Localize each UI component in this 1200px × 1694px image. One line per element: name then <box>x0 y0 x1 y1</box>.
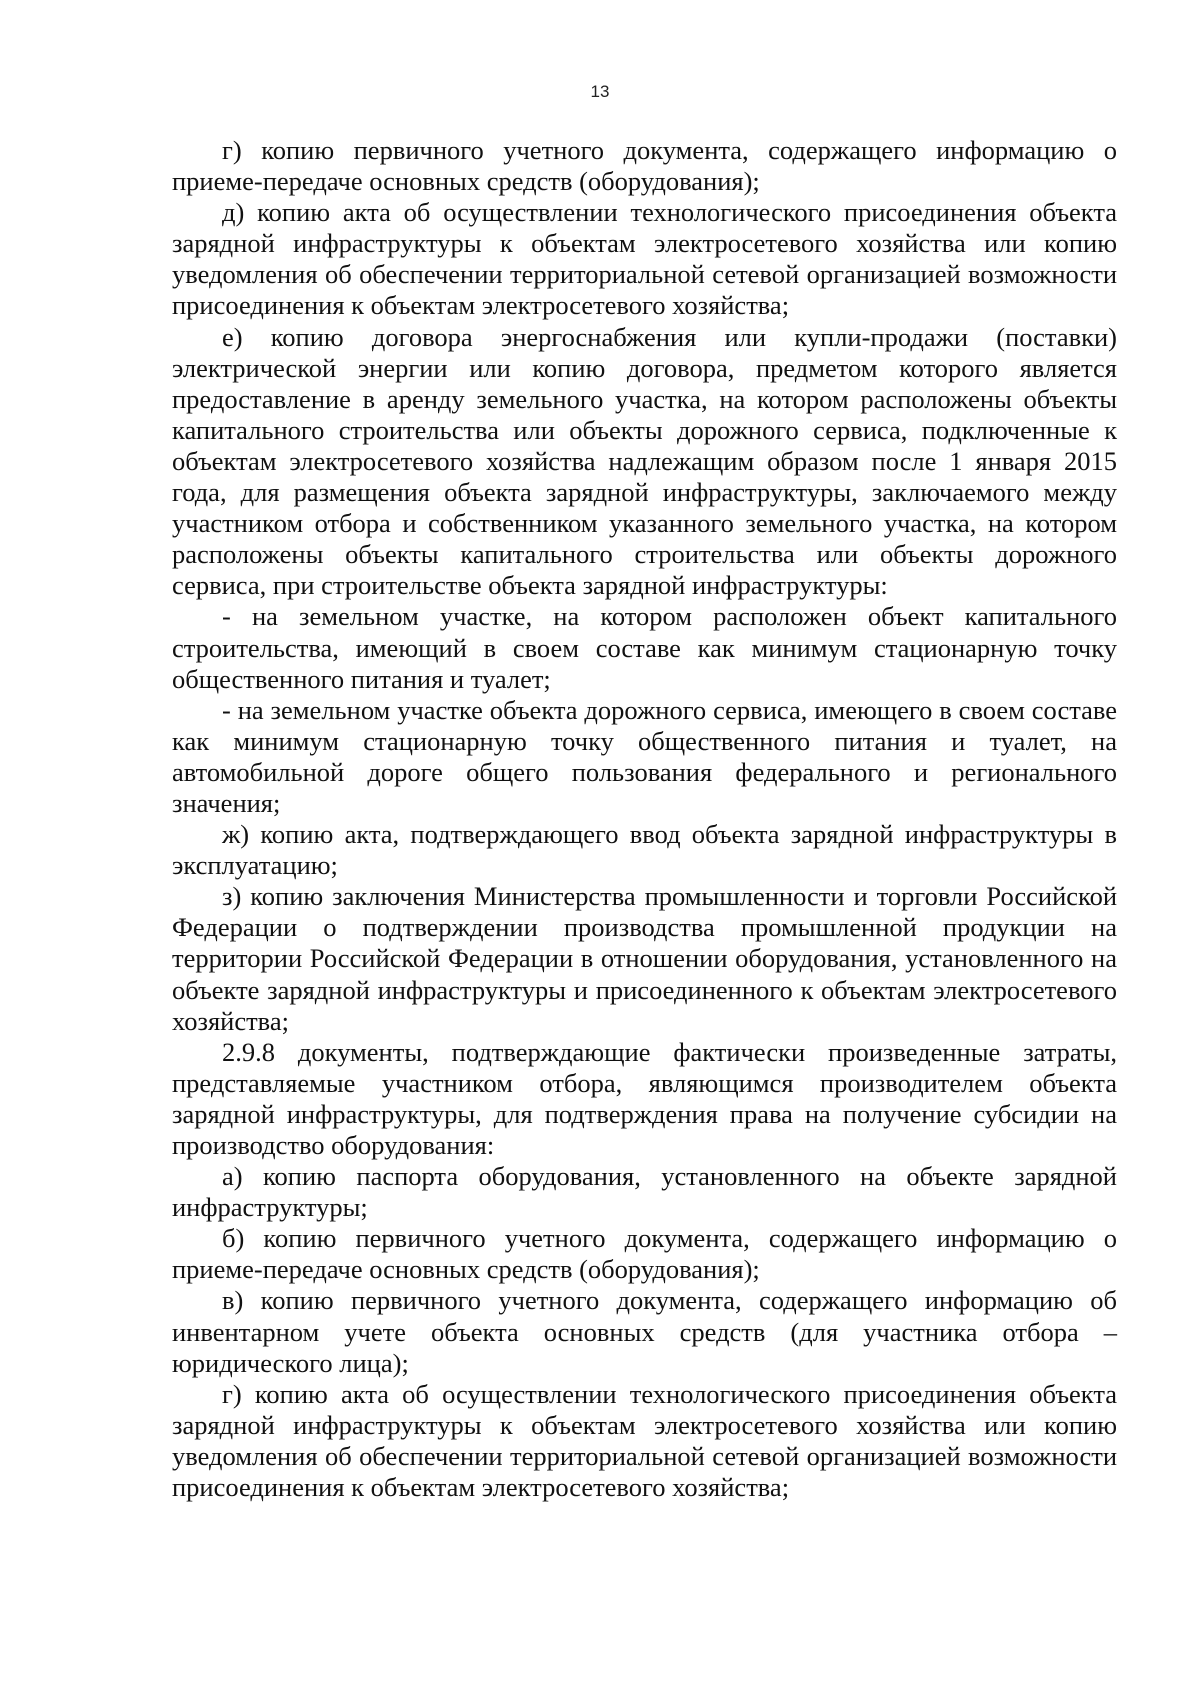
paragraph-v-inventory-document: в) копию первичного учетного документа, содержащего информацию об инвентарном учете объекта основных средств (для участника отбора – юридического лица); <box>172 1285 1117 1378</box>
paragraph-a-equipment-passport: а) копию паспорта оборудования, установленного на объекте зарядной инфраструктуры; <box>172 1161 1117 1223</box>
paragraph-zh-commissioning-act: ж) копию акта, подтверждающего ввод объекта зарядной инфраструктуры в эксплуатацию; <box>172 819 1117 881</box>
paragraph-d-connection-act: д) копию акта об осуществлении технологического присоединения объекта зарядной инфраструктуры к объектам электросетевого хозяйства или копию уведомления об обеспечении территориальной сетевой организацией возможности присоединения к объектам электросетевого хозяйства; <box>172 197 1117 321</box>
paragraph-g-connection-act: г) копию акта об осуществлении технологического присоединения объекта зарядной инфраструктуры к объектам электросетевого хозяйства или копию уведомления об обеспечении территориальной сетевой организацией возможности присоединения к объектам электросетевого хозяйства; <box>172 1378 1117 1503</box>
paragraph-e-energy-contract: е) копию договора энергоснабжения или купли-продажи (поставки) электрической энергии или копию договора, предметом которого является предоставление в аренду земельного участка, на котором расположены объекты капитального строительства или объекты дорожного сервиса, подключенные к объектам электросетевого хозяйства надлежащим образом после 1 января 2015 года, для размещения объекта зарядной инфраструктуры, заключаемого между участником отбора и собственником указанного земельного участка, на котором расположены объекты капитального строительства или объекты дорожного сервиса, при строительстве объекта зарядной инфраструктуры: <box>172 321 1117 601</box>
page-number: 13 <box>590 82 610 101</box>
paragraph-g-primary-document: г) копию первичного учетного документа, содержащего информацию о приеме-передаче основных средств (оборудования); <box>172 135 1117 197</box>
document-body <box>172 135 1117 1503</box>
list-item-capital-construction-site: - на земельном участке, на котором расположен объект капитального строительства, имеющий в своем составе как минимум стационарную точку общественного питания и туалет; <box>172 601 1117 694</box>
paragraph-z-ministry-conclusion: з) копию заключения Министерства промышленности и торговли Российской Федерации о подтверждении производства промышленной продукции на территории Российской Федерации в отношении оборудования, установленного на объекте зарядной инфраструктуры и присоединенного к объектам электросетевого хозяйства; <box>172 881 1117 1036</box>
list-item-road-service-site: - на земельном участке объекта дорожного сервиса, имеющего в своем составе как минимум стационарную точку общественного питания и туалет, на автомобильной дороге общего пользования федерального и регионального значения; <box>172 694 1117 818</box>
paragraph-b-primary-document: б) копию первичного учетного документа, содержащего информацию о приеме-передаче основных средств (оборудования); <box>172 1223 1117 1285</box>
paragraph-2-9-8-manufacturer-documents: 2.9.8 документы, подтверждающие фактически произведенные затраты, представляемые участником отбора, являющимся производителем объекта зарядной инфраструктуры, для подтверждения права на получение субсидии на производство оборудования: <box>172 1036 1117 1160</box>
